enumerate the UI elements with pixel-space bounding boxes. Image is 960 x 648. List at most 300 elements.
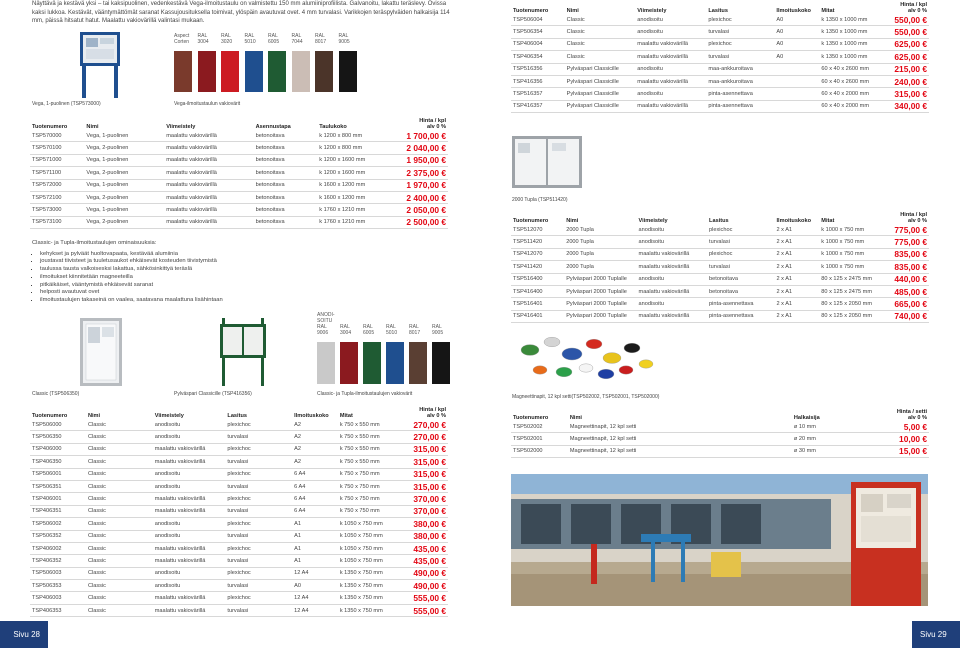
ral-prefix: RAL: [432, 324, 442, 330]
table-cell: TSP511420: [511, 236, 564, 248]
column-header: Mitat: [339, 413, 353, 419]
table-row: [511, 421, 929, 433]
table-cell: 485,00 €: [888, 285, 929, 297]
table-cell: Classic: [86, 518, 153, 530]
table-row: [511, 310, 929, 322]
table-cell: Classic: [86, 542, 153, 554]
table-cell: TSP506353: [30, 580, 86, 592]
table-cell: Magneettinapit, 12 kpl setti: [568, 445, 792, 457]
table-cell: ø 30 mm: [792, 445, 882, 457]
tupla-image: [512, 130, 582, 192]
table-cell: turvalasi: [707, 236, 774, 248]
table-cell: A2: [292, 443, 338, 455]
table-cell: TSP406350: [30, 456, 86, 468]
table-row: [511, 100, 929, 112]
table-cell: 2 x A1: [774, 248, 819, 260]
feature-item: ▪ kehykset ja pylväät huoltovapaata, kestävää alumiinia: [40, 251, 223, 259]
table-cell: 380,00 €: [408, 518, 448, 530]
ral-prefix: RAL: [221, 33, 231, 39]
intro-text: Näyttävä ja kestävä yksi – tai kaksipuolinen, vedenkestävä Vega-ilmoitustaulu on valmistettu 150 mm alumiiniprofiilista. Galvanoitu, lakattu teräslevy. Ovissa kaksi lukkoa. Kestävät, vääntymättömät saranat Kassujousituksella toimivat, ylöspäin avautuvat ovet. 4 mm turvalasi. Varikkojen teräspylväiden halkaisija 114 mm, päissä hitsatut hatut. Maalattu vakiovärillä valintasi mukaan.: [32, 1, 450, 24]
ral-code: 9005: [432, 330, 444, 336]
column-header: [386, 118, 448, 130]
magnet-button: [586, 339, 602, 349]
table-cell: [774, 100, 819, 112]
ral-prefix: RAL: [244, 33, 255, 39]
table-cell: maalattu vakiovärillä: [164, 216, 253, 228]
table-cell: TSP570100: [30, 142, 84, 154]
table-cell: Pylväspari 2000 Tuplalle: [564, 273, 636, 285]
price-header-sub: alv 0 %: [427, 124, 446, 130]
table-row: [30, 154, 448, 166]
table-row: [511, 51, 929, 63]
color-swatch: [268, 51, 286, 92]
table-row: [30, 167, 448, 179]
table-cell: 315,00 €: [888, 88, 929, 100]
table-row: [30, 431, 448, 443]
classic-large-price-table: [511, 2, 929, 113]
magnet-button: [624, 343, 640, 353]
table-cell: k 1200 x 1600 mm: [317, 154, 385, 166]
table-cell: maalattu vakiovärillä: [153, 493, 226, 505]
page-number-left: Sivu 28: [0, 621, 48, 648]
table-cell: anodisoitu: [637, 273, 708, 285]
table-cell: A0: [774, 26, 819, 38]
table-row: [30, 130, 448, 142]
table-cell: A1: [292, 555, 338, 567]
table-cell: Classic: [86, 505, 153, 517]
magnet-button: [598, 369, 614, 379]
ral-prefix: RAL: [268, 33, 278, 39]
table-cell: turvalasi: [225, 505, 292, 517]
table-row: [511, 63, 929, 75]
table-row: [30, 542, 448, 554]
table-cell: anodisoitu: [635, 88, 706, 100]
table-cell: TSP506003: [30, 567, 86, 579]
magnet-button: [521, 345, 539, 356]
pylvaspari-caption: Pylväspari Classicille (TSP416356): [174, 391, 252, 397]
column-header: [888, 2, 929, 14]
table-cell: TSP516356: [511, 63, 565, 75]
table-cell: 775,00 €: [888, 236, 929, 248]
table-cell: Vega, 1-puolinen: [84, 179, 164, 191]
color-swatch: [292, 51, 310, 92]
ral-code: 6005: [268, 39, 280, 45]
table-cell: 2000 Tupla: [564, 224, 636, 236]
table-cell: 60 x 40 x 2600 mm: [819, 63, 888, 75]
table-cell: betonoitava: [254, 142, 318, 154]
table-cell: TSP506002: [30, 518, 86, 530]
table-cell: 555,00 €: [408, 592, 448, 604]
table-cell: Pylväspari Classicille: [565, 88, 636, 100]
table-cell: maalattu vakiovärillä: [164, 179, 253, 191]
table-cell: Classic: [86, 580, 153, 592]
table-cell: maalattu vakiovärillä: [637, 261, 708, 273]
table-row: [30, 505, 448, 517]
vega-colors-aspect-label: [174, 33, 189, 45]
table-cell: betonoitava: [254, 191, 318, 203]
table-cell: maalattu vakiovärillä: [635, 51, 706, 63]
table-cell: 1 700,00 €: [386, 130, 448, 142]
tupla-price-table: [511, 212, 929, 323]
table-row: [30, 493, 448, 505]
table-cell: anodisoitu: [635, 63, 706, 75]
table-cell: TSP516401: [511, 298, 564, 310]
table-cell: TSP572100: [30, 191, 84, 203]
ral-label: [268, 33, 279, 45]
price-header-sub: alv 0 %: [908, 415, 927, 421]
table-cell: 2 500,00 €: [386, 216, 448, 228]
schoolyard-photo: [511, 474, 928, 606]
magnet-price-table: [511, 409, 929, 458]
table-cell: 80 x 125 x 2475 mm: [819, 285, 888, 297]
table-cell: k 1200 x 800 mm: [317, 130, 385, 142]
column-header: Nimi: [86, 124, 99, 130]
feature-item: ▪ ilmoitukset kiinnitetään magneeteilla: [40, 274, 223, 282]
ral-label: [409, 324, 420, 336]
table-cell: TSP571100: [30, 167, 84, 179]
table-cell: Vega, 2-puolinen: [84, 191, 164, 203]
table-cell: betonoitava: [707, 285, 774, 297]
table-cell: 2 x A1: [774, 298, 819, 310]
table-cell: TSP512070: [511, 224, 564, 236]
table-cell: 2000 Tupla: [564, 261, 636, 273]
table-cell: Vega, 1-puolinen: [84, 130, 164, 142]
table-cell: 370,00 €: [408, 493, 448, 505]
table-cell: k 1000 x 750 mm: [819, 236, 888, 248]
table-cell: 240,00 €: [888, 75, 929, 87]
table-cell: Classic: [86, 480, 153, 492]
table-cell: anodisoitu: [635, 14, 706, 26]
table-cell: A0: [292, 580, 338, 592]
table-cell: maalattu vakiovärillä: [164, 154, 253, 166]
corten-label: Corten: [174, 39, 190, 45]
table-cell: anodisoitu: [153, 480, 226, 492]
table-cell: [774, 63, 819, 75]
table-cell: Classic: [86, 443, 153, 455]
table-cell: anodisoitu: [153, 530, 226, 542]
table-cell: maalattu vakiovärillä: [153, 456, 226, 468]
table-row: [511, 224, 929, 236]
table-cell: TSP406354: [511, 51, 565, 63]
table-cell: Classic: [86, 567, 153, 579]
column-header: Viimeistely: [154, 413, 184, 419]
table-cell: 12 A4: [292, 592, 338, 604]
table-cell: turvalasi: [706, 51, 774, 63]
table-cell: maalattu vakiovärillä: [164, 204, 253, 216]
table-cell: k 1350 x 750 mm: [338, 567, 408, 579]
table-cell: anodisoitu: [635, 26, 706, 38]
table-cell: Classic: [86, 419, 153, 431]
table-cell: 550,00 €: [888, 26, 929, 38]
table-cell: 10,00 €: [882, 433, 929, 445]
table-row: [30, 604, 448, 616]
table-cell: TSP571000: [30, 154, 84, 166]
table-cell: plexichoc: [707, 224, 774, 236]
table-cell: 440,00 €: [888, 273, 929, 285]
table-cell: 625,00 €: [888, 51, 929, 63]
table-cell: Classic: [86, 530, 153, 542]
table-cell: anodisoitu: [153, 419, 226, 431]
table-row: [30, 419, 448, 431]
table-cell: 435,00 €: [408, 555, 448, 567]
table-header-row: [30, 407, 448, 419]
table-cell: Vega, 2-puolinen: [84, 167, 164, 179]
table-row: [511, 248, 929, 260]
table-cell: TSP506001: [30, 468, 86, 480]
table-cell: turvalasi: [225, 530, 292, 542]
swatch-base: [174, 51, 192, 92]
column-header: [882, 409, 929, 421]
color-swatch: [221, 51, 239, 92]
table-cell: TSP416357: [511, 100, 565, 112]
table-row: [30, 216, 448, 228]
features-list: [32, 251, 223, 305]
table-row: [30, 580, 448, 592]
table-cell: TSP412070: [511, 248, 564, 260]
table-row: [511, 26, 929, 38]
price-header-main: Hinta / setti: [896, 409, 927, 415]
column-header: [888, 212, 929, 224]
table-cell: TSP406351: [30, 505, 86, 517]
table-cell: betonoitava: [707, 273, 774, 285]
ral-code: 3004: [340, 330, 352, 336]
table-cell: TSP572000: [30, 179, 84, 191]
table-cell: 315,00 €: [408, 480, 448, 492]
table-cell: Classic: [86, 431, 153, 443]
table-cell: plexichoc: [225, 443, 292, 455]
table-cell: Pylväspari Classicille: [565, 63, 636, 75]
table-cell: plexichoc: [225, 592, 292, 604]
table-cell: Classic: [86, 592, 153, 604]
table-cell: TSP502000: [511, 445, 568, 457]
table-cell: 835,00 €: [888, 261, 929, 273]
price-header-sub: alv 0 %: [908, 218, 927, 224]
table-cell: turvalasi: [707, 261, 774, 273]
table-cell: turvalasi: [225, 555, 292, 567]
table-cell: 370,00 €: [408, 505, 448, 517]
table-row: [511, 433, 929, 445]
table-cell: 555,00 €: [408, 604, 448, 616]
magnet-button: [556, 367, 572, 377]
ral-prefix: RAL: [386, 324, 396, 330]
table-cell: ø 10 mm: [792, 421, 882, 433]
table-row: [30, 456, 448, 468]
table-cell: maalattu vakiovärillä: [153, 592, 226, 604]
ral-label: [363, 324, 374, 336]
table-cell: A0: [774, 14, 819, 26]
ral-label: [221, 33, 232, 45]
feature-item: ▪ pitkäikäiset, vääntymistä ehkäisevät saranat: [40, 282, 223, 290]
ral-prefix: RAL: [340, 324, 350, 330]
ral-label: [432, 324, 443, 336]
color-swatch: [432, 342, 450, 384]
table-cell: Classic: [565, 51, 636, 63]
table-cell: turvalasi: [225, 480, 292, 492]
table-cell: k 1050 x 750 mm: [338, 555, 408, 567]
ral-prefix: RAL: [338, 33, 349, 39]
aspect-label: Aspect: [174, 33, 190, 39]
table-cell: maalattu vakiovärillä: [153, 604, 226, 616]
color-swatch: [363, 342, 381, 384]
column-header: Nimi: [566, 8, 579, 14]
table-cell: TSP506004: [511, 14, 565, 26]
table-cell: 12 A4: [292, 567, 338, 579]
classic-image: [80, 318, 122, 386]
vega-image: [78, 30, 122, 98]
table-cell: A2: [292, 456, 338, 468]
table-cell: turvalasi: [225, 604, 292, 616]
table-cell: Vega, 1-puolinen: [84, 204, 164, 216]
table-cell: Pylväspari 2000 Tuplalle: [564, 310, 636, 322]
features-block: [32, 240, 223, 305]
table-cell: 2000 Tupla: [564, 248, 636, 260]
table-cell: Pylväspari Classicille: [565, 100, 636, 112]
table-cell: 6 A4: [292, 493, 338, 505]
table-cell: TSP416400: [511, 285, 564, 297]
ral-code: 7044: [291, 39, 303, 45]
table-cell: ø 20 mm: [792, 433, 882, 445]
anod-label-3: RAL: [317, 324, 327, 330]
magnet-button: [562, 348, 582, 360]
table-cell: A1: [292, 530, 338, 542]
table-cell: plexichoc: [706, 38, 774, 50]
classic-caption: Classic (TSP506350): [32, 391, 80, 397]
magnet-button: [579, 364, 593, 372]
pylvaspari-image: [218, 318, 268, 386]
price-header-main: Hinta / kpl: [419, 407, 446, 413]
feature-item: ▪ joustavat tiivisteet ja tuuletusaukot ehkäisevät kosteuden tiivistymistä: [40, 258, 223, 266]
column-header: Tuotenumero: [32, 413, 68, 419]
table-cell: maalattu vakiovärillä: [153, 505, 226, 517]
price-header-sub: alv 0 %: [908, 8, 927, 14]
table-cell: TSP406003: [30, 592, 86, 604]
classic-colors-anod-label: [317, 312, 335, 336]
table-cell: A1: [292, 542, 338, 554]
table-header-row: [511, 212, 929, 224]
table-cell: plexichoc: [225, 419, 292, 431]
table-cell: Classic: [565, 26, 636, 38]
table-cell: maalattu vakiovärillä: [153, 555, 226, 567]
table-cell: Magneettinapit, 12 kpl setti: [568, 433, 792, 445]
table-cell: TSP411420: [511, 261, 564, 273]
table-cell: Vega, 1-puolinen: [84, 154, 164, 166]
table-cell: TSP406002: [30, 542, 86, 554]
table-cell: 665,00 €: [888, 298, 929, 310]
table-cell: k 750 x 750 mm: [338, 468, 408, 480]
table-cell: plexichoc: [225, 542, 292, 554]
table-cell: 835,00 €: [888, 248, 929, 260]
table-cell: TSP406353: [30, 604, 86, 616]
table-cell: maalattu vakiovärillä: [164, 142, 253, 154]
column-header: Viimeistely: [638, 218, 668, 224]
column-header: Lasitus: [709, 218, 729, 224]
column-header: Tuotenumero: [32, 124, 68, 130]
table-row: [511, 261, 929, 273]
column-header: Viimeistely: [166, 124, 196, 130]
column-header: Nimi: [566, 218, 579, 224]
table-row: [511, 285, 929, 297]
price-header-main: Hinta / kpl: [900, 2, 927, 8]
ral-label: [340, 324, 351, 336]
table-cell: [774, 75, 819, 87]
column-header: Ilmoituskoko: [776, 8, 811, 14]
table-cell: Classic: [86, 493, 153, 505]
table-cell: Classic: [565, 14, 636, 26]
table-cell: maalattu vakiovärillä: [153, 443, 226, 455]
table-cell: anodisoitu: [637, 236, 708, 248]
table-cell: 315,00 €: [408, 456, 448, 468]
magnet-button: [533, 366, 547, 374]
table-cell: anodisoitu: [637, 224, 708, 236]
table-cell: 2 040,00 €: [386, 142, 448, 154]
table-cell: 6 A4: [292, 468, 338, 480]
vega-caption: Vega, 1-puolinen (TSP573000): [32, 101, 101, 107]
column-header: Lasitus: [708, 8, 728, 14]
table-cell: anodisoitu: [153, 468, 226, 480]
table-cell: Pylväspari 2000 Tuplalle: [564, 298, 636, 310]
ral-prefix: RAL: [409, 324, 419, 330]
table-cell: anodisoitu: [153, 567, 226, 579]
table-row: [30, 518, 448, 530]
table-cell: TSP506351: [30, 480, 86, 492]
column-header: Lasitus: [227, 413, 247, 419]
column-header: Viimeistely: [637, 8, 667, 14]
ral-code: 5010: [244, 39, 256, 45]
table-cell: 380,00 €: [408, 530, 448, 542]
ral-label: [245, 33, 256, 45]
table-cell: TSP406001: [30, 493, 86, 505]
table-cell: anodisoitu: [153, 431, 226, 443]
table-cell: k 1350 x 1000 mm: [819, 51, 888, 63]
table-cell: k 750 x 750 mm: [338, 505, 408, 517]
table-cell: k 1350 x 1000 mm: [819, 38, 888, 50]
table-cell: 550,00 €: [888, 14, 929, 26]
table-row: [511, 273, 929, 285]
table-cell: 490,00 €: [408, 580, 448, 592]
table-cell: TSP573000: [30, 204, 84, 216]
table-cell: k 1350 x 750 mm: [338, 592, 408, 604]
table-cell: [774, 88, 819, 100]
color-swatch: [386, 342, 404, 384]
table-cell: 2 050,00 €: [386, 204, 448, 216]
table-cell: 2 x A1: [774, 273, 819, 285]
table-row: [30, 179, 448, 191]
table-row: [511, 14, 929, 26]
table-cell: k 1760 x 1210 mm: [317, 216, 385, 228]
table-cell: k 1050 x 750 mm: [338, 518, 408, 530]
table-cell: 15,00 €: [882, 445, 929, 457]
table-row: [30, 191, 448, 203]
table-cell: k 1600 x 1200 mm: [317, 191, 385, 203]
table-row: [30, 555, 448, 567]
table-cell: A0: [774, 51, 819, 63]
table-cell: maalattu vakiovärillä: [153, 542, 226, 554]
ral-code: 9005: [338, 39, 350, 45]
table-cell: k 750 x 550 mm: [338, 456, 408, 468]
swatch-base: [317, 342, 335, 384]
table-cell: 2 x A1: [774, 261, 819, 273]
table-row: [30, 468, 448, 480]
table-cell: k 750 x 550 mm: [338, 431, 408, 443]
price-header-main: Hinta / kpl: [900, 212, 927, 218]
table-cell: 625,00 €: [888, 38, 929, 50]
ral-label: [292, 33, 303, 45]
table-cell: betonoitava: [254, 204, 318, 216]
price-header-sub: alv 0 %: [427, 413, 446, 419]
table-cell: k 1050 x 750 mm: [338, 542, 408, 554]
table-cell: 2 x A1: [774, 310, 819, 322]
magnets-image: [520, 330, 660, 390]
